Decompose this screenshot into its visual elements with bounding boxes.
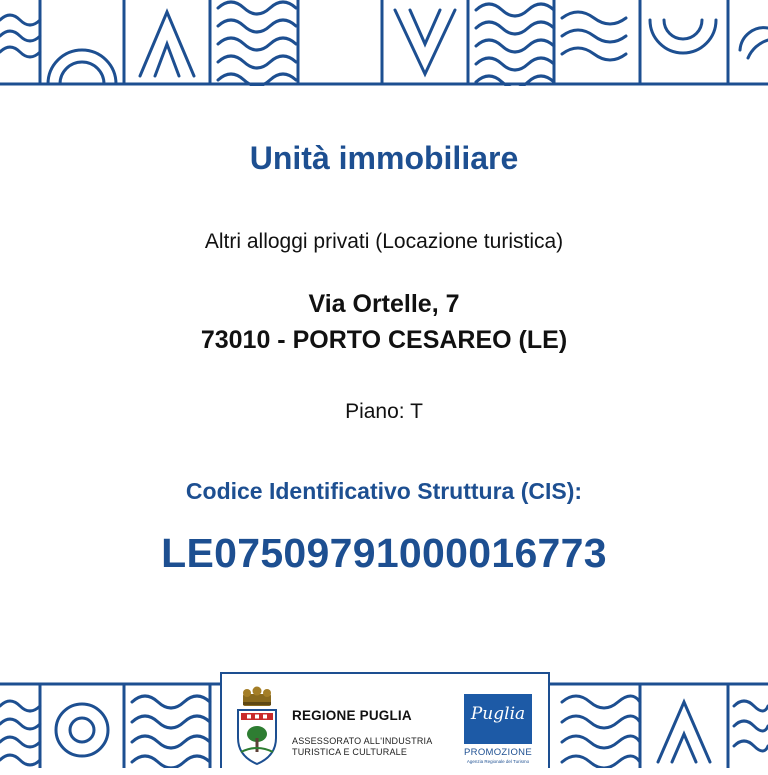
wave-arch-pattern-icon: [0, 0, 768, 86]
address-street: Via Ortelle, 7: [308, 290, 460, 318]
top-decorative-border: [0, 0, 768, 86]
footer-logo-box: [220, 672, 550, 768]
cis-code: LE07509791000016773: [161, 530, 607, 576]
cis-label: Codice Identificativo Struttura (CIS):: [185, 478, 583, 504]
puglia-promozione-logo: [462, 694, 534, 770]
page-title: Unità immobiliare: [249, 140, 519, 176]
promotion-sub-label: Agenzia Regionale del Turismo: [466, 759, 530, 764]
coat-of-arms-icon: [234, 686, 280, 770]
region-name: REGIONE PUGLIA: [292, 708, 412, 723]
promotion-label: PROMOZIONE: [464, 747, 532, 758]
accommodation-category: Altri alloggi privati (Locazione turistica): [204, 230, 564, 253]
floor-info: Piano: T: [345, 400, 423, 423]
puglia-logo-text: Puglia: [470, 704, 526, 724]
department-line-2: TURISTICA E CULTURALE: [292, 747, 408, 757]
address-city: 73010 - PORTO CESAREO (LE): [200, 326, 568, 354]
department-line-1: ASSESSORATO ALL'INDUSTRIA: [292, 736, 433, 746]
